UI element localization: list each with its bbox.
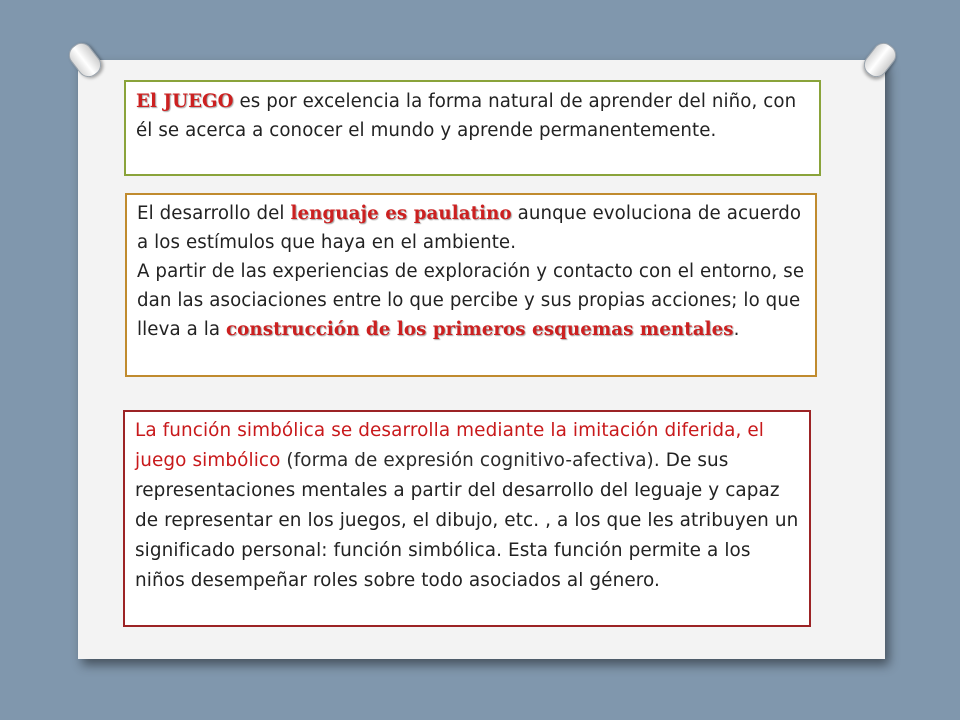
- lenguaje-highlight: lenguaje es paulatino: [290, 203, 512, 224]
- esquemas-paragraph: [137, 257, 805, 344]
- lenguaje-text-after: aunque evoluciona de acuerdo a los estímulos que haya en el ambiente.: [137, 203, 802, 253]
- lenguaje-text-before: El desarrollo del: [137, 203, 291, 224]
- lenguaje-text-box: [125, 193, 817, 377]
- juego-text-box: [124, 80, 821, 176]
- lenguaje-paragraph: [137, 199, 805, 257]
- esquemas-text-before: A partir de las experiencias de exploración y contacto con el entorno, se dan las asociaciones entre lo que percibe y sus propias acciones; lo que lleva a la: [137, 261, 805, 340]
- juego-paragraph: [136, 87, 809, 145]
- funcion-simbolica-parenthetical: (forma de expresión cognitivo-afectiva).: [280, 450, 660, 471]
- esquemas-text-after: .: [733, 319, 740, 340]
- funcion-simbolica-text: De sus representaciones mentales a partir del desarrollo del leguaje y capaz de representar en los juegos, el dibujo, etc. , a los que les atribuyen un significado personal: función simbólica. Esta función permite a los niños desempeñar roles sobre todo asociados al género.: [135, 450, 799, 591]
- juego-highlight: El JUEGO: [136, 91, 234, 112]
- funcion-simbolica-highlight: La función simbólica se desarrolla mediante la imitación diferida, el juego simbólico: [135, 420, 764, 471]
- funcion-simbolica-text-box: [123, 410, 811, 627]
- esquemas-highlight: construcción de los primeros esquemas mentales: [226, 319, 734, 340]
- juego-text: es por excelencia la forma natural de aprender del niño, con él se acerca a conocer el mundo y aprende permanentemente.: [136, 91, 797, 141]
- funcion-simbolica-paragraph: [135, 416, 799, 596]
